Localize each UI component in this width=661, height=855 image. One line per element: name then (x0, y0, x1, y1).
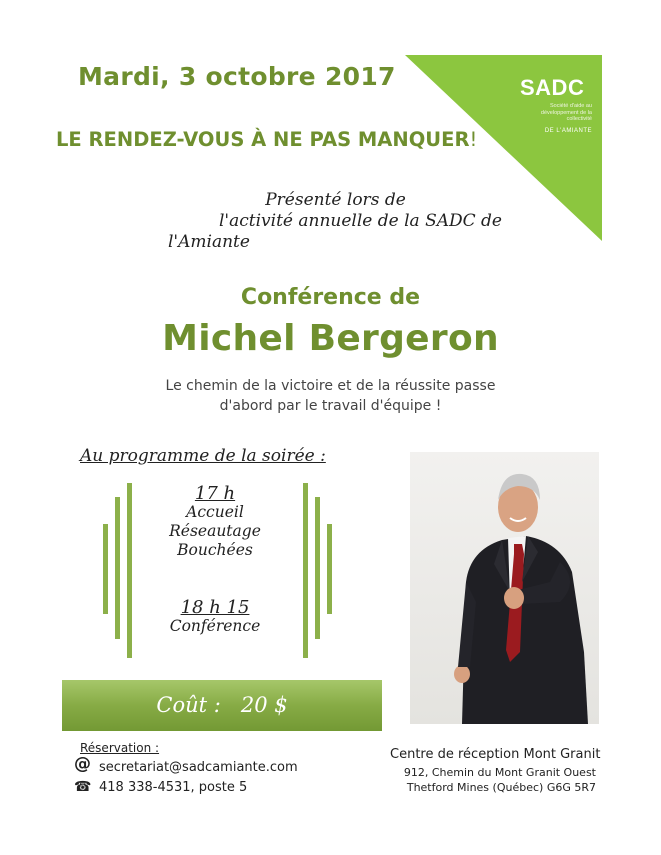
intro-text (0, 190, 661, 253)
sadc-logo-region: DE L'AMIANTE (544, 128, 592, 134)
sadc-logo-name: SADC (520, 75, 585, 100)
decor-bar-left-inner (127, 483, 132, 658)
subtitle-line-1: Le chemin de la victoire et de la réussite passe (165, 378, 496, 394)
tagline-exclamation: ! (469, 128, 478, 151)
intro-line-2: l'activité annuelle de la SADC de (219, 211, 502, 231)
intro-line-3: l'Amiante (168, 232, 250, 252)
venue-address-line-1: 912, Chemin du Mont Granit Ouest (403, 766, 596, 779)
conference-subtitle (0, 376, 661, 416)
decor-bar-right-outer (327, 524, 332, 614)
program-item: Accueil (186, 503, 244, 521)
event-date: Mardi, 3 octobre 2017 (78, 62, 396, 91)
at-sign-icon: @ (74, 754, 91, 774)
speaker-photo-illustration (410, 452, 599, 724)
program-item: Bouchées (177, 541, 253, 559)
program-block-1 (150, 484, 280, 560)
subtitle-line-2: d'abord par le travail d'équipe ! (219, 398, 442, 414)
tagline-text: LE RENDEZ-VOUS À NE PAS MANQUER (56, 128, 470, 151)
program-item: Réseautage (169, 522, 261, 540)
reservation-phone: 418 338-4531, poste 5 (99, 780, 248, 795)
decor-bar-right-mid (315, 497, 320, 639)
program-item: Conférence (169, 617, 261, 635)
program-block-2 (150, 598, 280, 636)
cost-text: Coût : 20 $ (156, 693, 288, 717)
speaker-name: Michel Bergeron (162, 318, 499, 359)
venue-name: Centre de réception Mont Granit (390, 747, 601, 762)
decor-bar-left-outer (103, 524, 108, 614)
program-time-1: 17 h (194, 483, 236, 504)
reservation-email[interactable]: secretariat@sadcamiante.com (99, 760, 298, 775)
program-title: Au programme de la soirée : (80, 446, 326, 466)
sadc-logo-subtitle: Société d'aide au développement de la collectivité (540, 103, 592, 122)
program-time-2: 18 h 15 (180, 597, 250, 618)
conference-label: Conférence de (240, 285, 421, 310)
decor-bar-left-mid (115, 497, 120, 639)
intro-line-1: Présenté lors de (265, 190, 406, 210)
phone-icon: ☎ (74, 779, 92, 795)
venue-address-line-2: Thetford Mines (Québec) G6G 5R7 (406, 781, 596, 794)
decor-bar-right-inner (303, 483, 308, 658)
speaker-photo (410, 452, 599, 724)
reservation-label: Réservation : (80, 741, 160, 755)
